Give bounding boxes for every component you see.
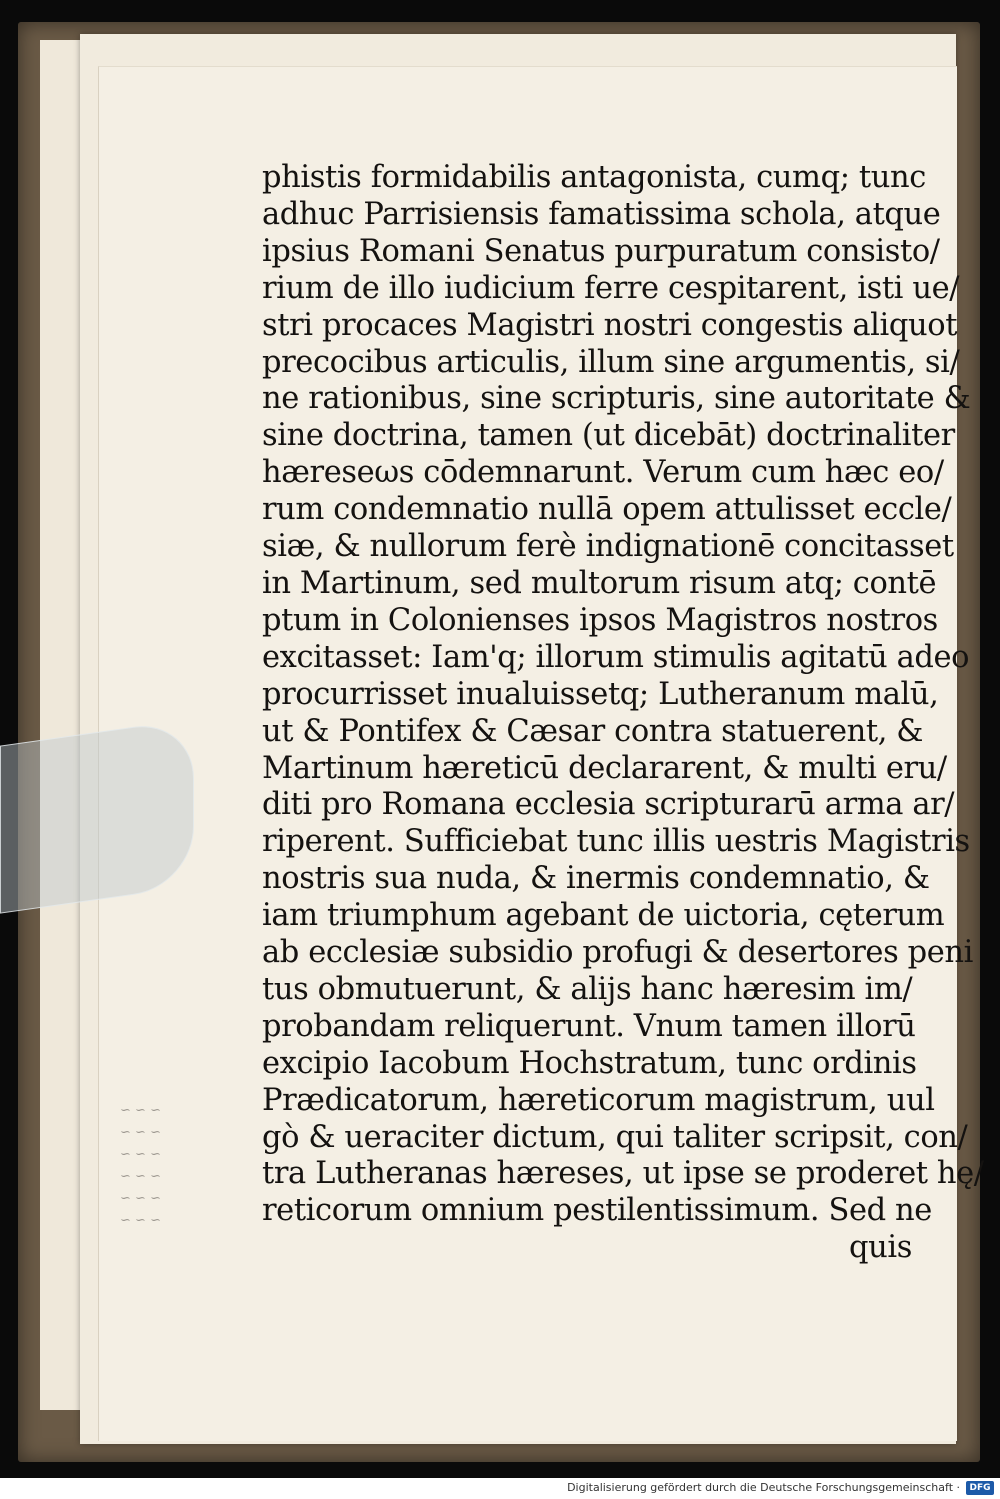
footer-credit: Digitalisierung gefördert durch die Deutsche Forschungsgemeinschaft · [567, 1481, 960, 1494]
text-line: ne rationibus, sine scripturis, sine autoritate & [262, 381, 971, 417]
text-line: hæreseωs cōdemnarunt. Verum cum hæc eo/ [262, 455, 944, 491]
catchword: quis [849, 1230, 912, 1266]
text-line: tus obmutuerunt, & alijs hanc hæresim im/ [262, 971, 913, 1007]
text-line: riperent. Sufficiebat tunc illis uestris Magistris [262, 824, 970, 860]
text-line: nostris sua nuda, & inermis condemnatio, & [262, 861, 930, 897]
text-line: rum condemnatio nullā opem attulisset eccle/ [262, 492, 952, 528]
text-line: gò & ueraciter dictum, qui taliter scripsit, con/ [262, 1119, 968, 1155]
text-line: phistis formidabilis antagonista, cumq; tunc [262, 160, 926, 195]
footer-bar [0, 1478, 1000, 1499]
text-line: tra Lutheranas hæreses, ut ipse se proderet hę/ [262, 1156, 984, 1192]
page-text-block [262, 160, 984, 1267]
text-line: Prædicatorum, hæreticorum magistrum, uul [262, 1082, 935, 1118]
text-line: iam triumphum agebant de uictoria, cęterum [262, 898, 945, 934]
text-line: diti pro Romana ecclesia scripturarū arma ar/ [262, 787, 955, 823]
text-line: rium de illo iudicium ferre cespitarent, isti ue/ [262, 270, 960, 306]
text-line: probandam reliquerunt. Vnum tamen illorū [262, 1008, 916, 1044]
text-line: procurrisset inualuissetq; Lutheranum malū, [262, 676, 939, 712]
text-line: ab ecclesiæ subsidio profugi & desertores peni [262, 935, 973, 971]
text-line: precocibus articulis, illum sine argumentis, si/ [262, 344, 960, 380]
text-line: adhuc Parrisiensis famatissima schola, atque [262, 196, 941, 232]
text-line: ptum in Colonienses ipsos Magistros nostros [262, 602, 938, 638]
text-line: excitasset: Iam'q; illorum stimulis agitatū adeo [262, 639, 970, 675]
text-line: stri procaces Magistri nostri congestis aliquot [262, 307, 958, 343]
dfg-logo: DFG [966, 1481, 994, 1495]
text-line: excipio Iacobum Hochstratum, tunc ordinis [262, 1045, 917, 1081]
text-line: ut & Pontifex & Cæsar contra statuerent, & [262, 713, 924, 749]
text-line: siæ, & nullorum ferè indignationē concitasset [262, 529, 954, 565]
text-line: Martinum hæreticū declararent, & multi eru/ [262, 750, 947, 786]
bleed-through-notes: ~ ~ ~ ~ ~ ~ ~ ~ ~ ~ ~ ~ ~ ~ ~ ~ ~ ~ [120, 1103, 161, 1228]
text-line: ipsius Romani Senatus purpuratum consisto/ [262, 233, 940, 269]
text-line: in Martinum, sed multorum risum atq; contē [262, 565, 937, 601]
text-line: reticorum omnium pestilentissimum. Sed ne [262, 1193, 932, 1229]
text-line: sine doctrina, tamen (ut dicebāt) doctrinaliter [262, 418, 955, 454]
